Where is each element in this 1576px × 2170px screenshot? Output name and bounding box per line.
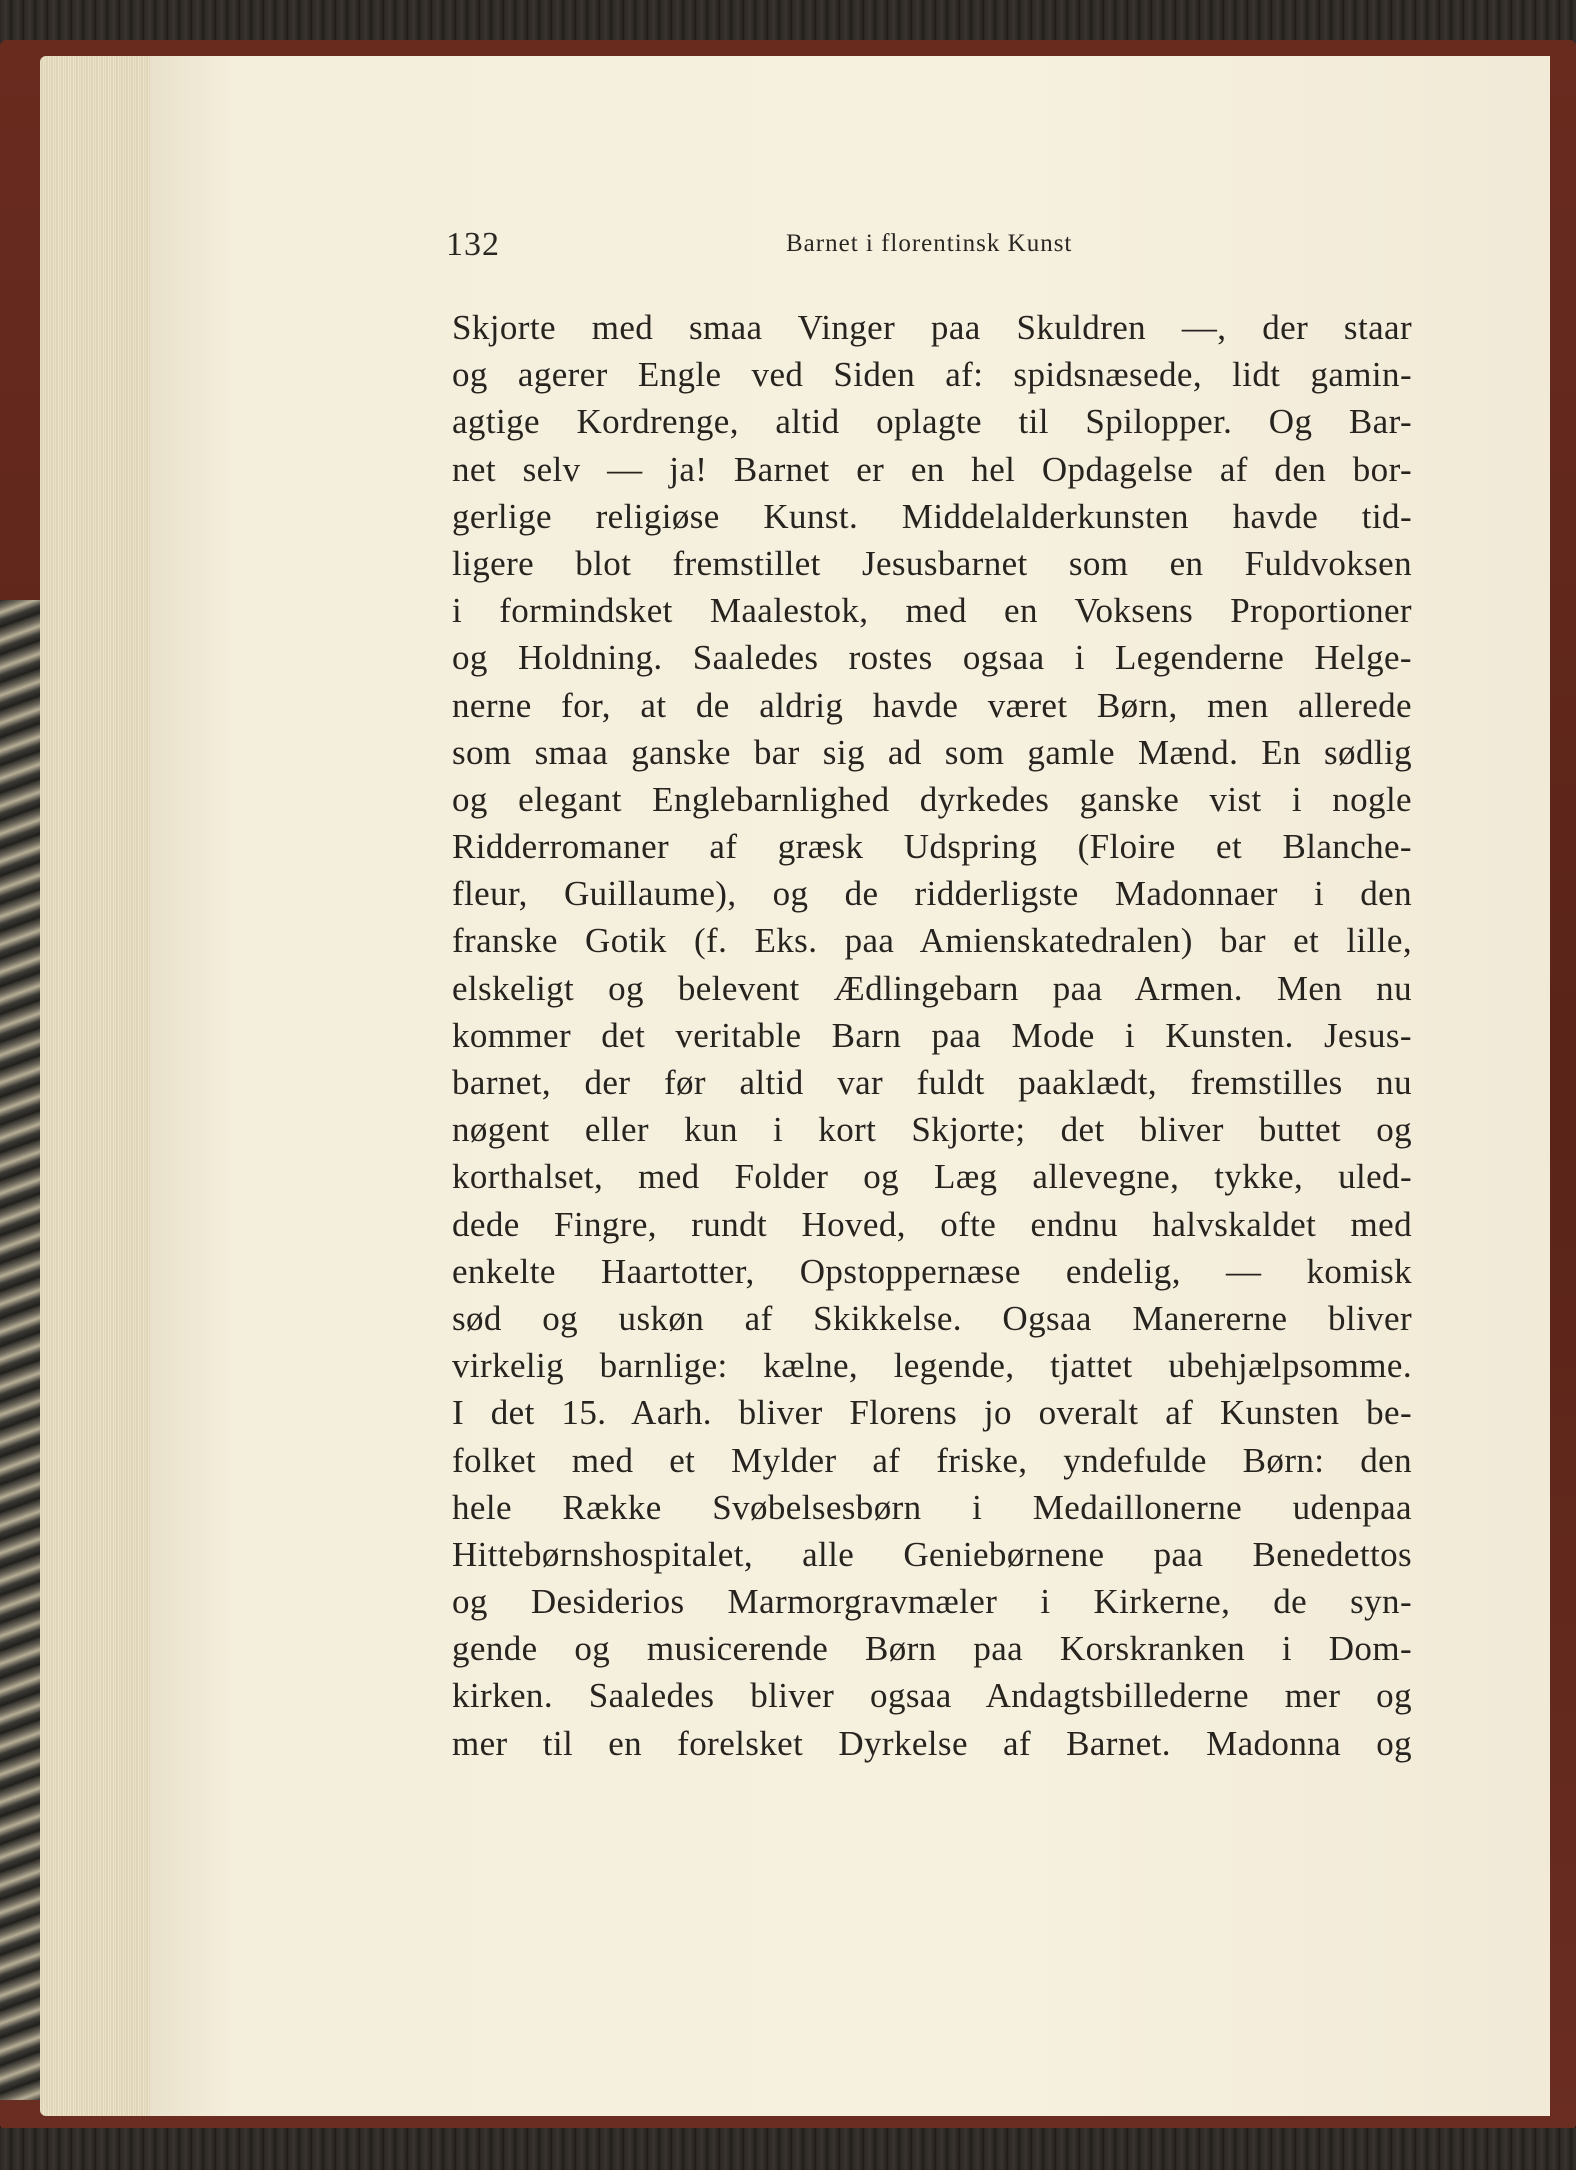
text-line: folket med et Mylder af friske, yndefulde Børn: den: [452, 1440, 1412, 1480]
text-line: franske Gotik (f. Eks. paa Amienskatedralen) bar et lille,: [452, 921, 1412, 961]
text-line: og agerer Engle ved Siden af: spidsnæsede, lidt gamin-: [452, 355, 1412, 395]
text-line: kommer det veritable Barn paa Mode i Kunsten. Jesus-: [452, 1015, 1412, 1055]
text-line: ligere blot fremstillet Jesusbarnet som en Fuldvoksen: [452, 543, 1412, 583]
text-line: og Holdning. Saaledes rostes ogsaa i Legenderne Helge-: [452, 638, 1412, 678]
text-line: og elegant Englebarnlighed dyrkedes ganske vist i nogle: [452, 779, 1412, 819]
running-head: Barnet i florentinsk Kunst: [786, 230, 1073, 257]
text-line: kirken. Saaledes bliver ogsaa Andagtsbillederne mer og: [452, 1676, 1412, 1716]
text-line: nøgent eller kun i kort Skjorte; det bliver buttet og: [452, 1110, 1412, 1150]
text-line: hele Række Svøbelsesbørn i Medaillonerne udenpaa: [452, 1487, 1412, 1527]
text-line: Hittebørnshospitalet, alle Geniebørnene paa Benedettos: [452, 1534, 1412, 1574]
bottom-background-strip: [0, 2128, 1576, 2170]
text-line: nerne for, at de aldrig havde været Børn, men allerede: [452, 685, 1412, 725]
page-edges: [40, 56, 160, 2116]
text-line: virkelig barnlige: kælne, legende, tjattet ubehjælpsomme.: [452, 1346, 1412, 1386]
text-line: fleur, Guillaume), og de ridderligste Madonnaer i den: [452, 874, 1412, 914]
text-line: og Desiderios Marmorgravmæler i Kirkerne, de syn-: [452, 1582, 1412, 1622]
body-text: [452, 304, 1412, 1767]
text-line: elskeligt og belevent Ædlingebarn paa Armen. Men nu: [452, 968, 1412, 1008]
text-line: Ridderromaner af græsk Udspring (Floire et Blanche-: [452, 827, 1412, 867]
text-line: barnet, der før altid var fuldt paaklædt, fremstilles nu: [452, 1063, 1412, 1102]
text-line: Skjorte med smaa Vinger paa Skuldren —, der staar: [452, 308, 1412, 347]
page-number: 132: [446, 226, 500, 263]
text-line: sød og uskøn af Skikkelse. Ogsaa Manererne bliver: [452, 1298, 1412, 1338]
text-line: gerlige religiøse Kunst. Middelalderkunsten havde tid-: [452, 496, 1412, 536]
text-line: net selv — ja! Barnet er en hel Opdagelse af den bor-: [452, 449, 1412, 489]
text-line: i formindsket Maalestok, med en Voksens Proportioner: [452, 591, 1412, 631]
text-line: korthalset, med Folder og Læg allevegne, tykke, uled-: [452, 1157, 1412, 1197]
text-line: dede Fingre, rundt Hoved, ofte endnu halvskaldet med: [452, 1204, 1412, 1244]
text-line: som smaa ganske bar sig ad som gamle Mænd. En sødlig: [452, 732, 1412, 772]
text-line: I det 15. Aarh. bliver Florens jo overalt af Kunsten be-: [452, 1393, 1412, 1433]
text-line: enkelte Haartotter, Opstoppernæse endelig, — komisk: [452, 1251, 1412, 1291]
text-line: agtige Kordrenge, altid oplagte til Spilopper. Og Bar-: [452, 402, 1412, 442]
text-line: mer til en forelsket Dyrkelse af Barnet. Madonna og: [452, 1723, 1412, 1763]
text-line: gende og musicerende Børn paa Korskranken i Dom-: [452, 1629, 1412, 1669]
